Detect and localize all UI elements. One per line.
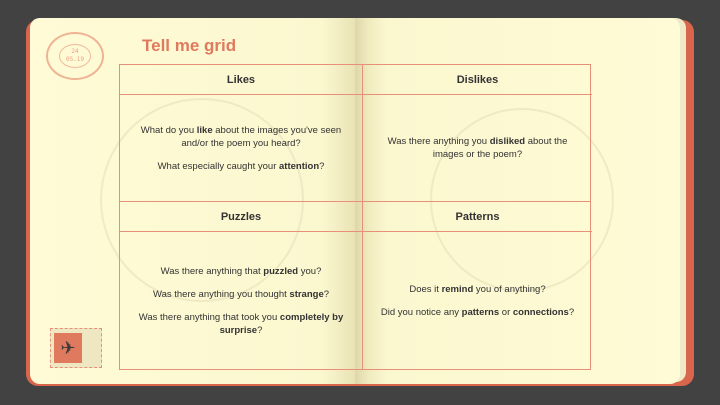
dislikes-header: Dislikes: [363, 65, 592, 95]
patterns-body: [363, 232, 592, 370]
dislikes-question-1: Was there anything you disliked about the images or the poem?: [387, 136, 568, 160]
likes-question-2: What especially caught your attention?: [157, 160, 325, 172]
puzzles-question-2: Was there anything you thought strange?: [152, 289, 330, 300]
patterns-question-1: Does it remind you of anything?: [409, 284, 546, 295]
patterns-header: Patterns: [363, 202, 592, 232]
likes-header: Likes: [120, 65, 362, 95]
postmark-number: 24: [71, 48, 79, 55]
page-title: Tell me grid: [142, 36, 237, 55]
airplane-glyph: ✈: [60, 337, 76, 358]
dislikes-body: [363, 95, 592, 201]
postmark-date: 05.19: [65, 56, 85, 63]
postmark-stamp-icon: [46, 32, 104, 80]
likes-body: [120, 95, 362, 201]
patterns-question-2: Did you notice any patterns or connections?: [380, 307, 575, 318]
puzzles-header: Puzzles: [120, 202, 362, 232]
puzzles-question-3: Was there anything that took you completely by surprise?: [138, 312, 344, 336]
tell-me-grid: [119, 64, 591, 370]
airplane-icon: [54, 333, 82, 363]
puzzles-question-1: Was there anything that puzzled you?: [160, 266, 322, 277]
puzzles-body: [120, 232, 362, 370]
likes-question-1: What do you like about the images you've seen and/or the poem you heard?: [140, 124, 342, 149]
airmail-stamp: [50, 328, 102, 368]
